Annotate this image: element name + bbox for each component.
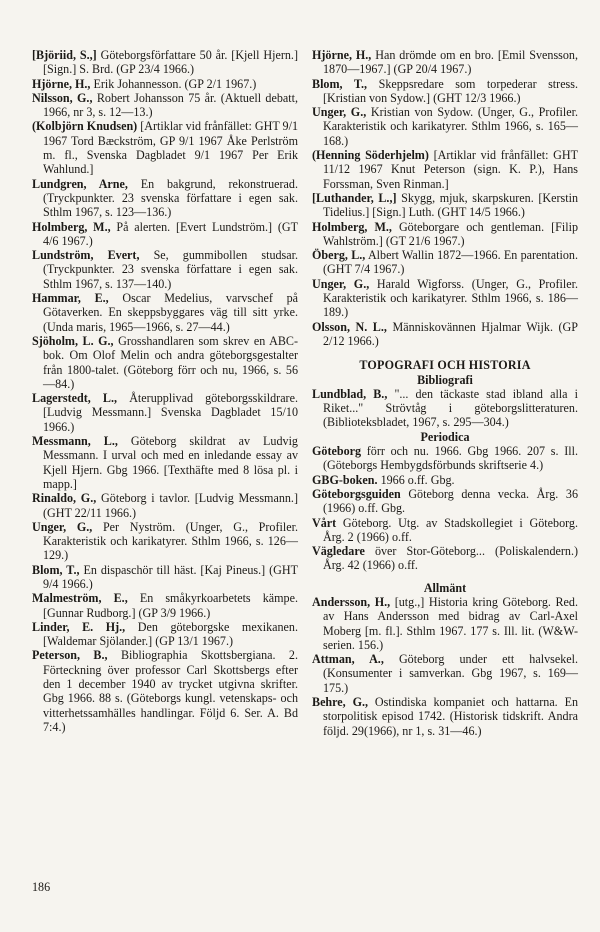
- entry-author: Lundblad, B.,: [312, 386, 388, 401]
- bib-entry: [32, 563, 298, 592]
- entry-author: Peterson, B.,: [32, 648, 108, 663]
- entry-text: Harald Wigforss. (Unger, G., Profiler. Karakteristik och karikatyrer. Sthlm 1966, s. 186—189.): [323, 276, 578, 320]
- entry-author: Göteborgsguiden: [312, 486, 401, 501]
- entry-author: Hjörne, H.,: [312, 48, 372, 62]
- entry-text: Albert Wallin 1872—1966. En parentation. (GHT 7/4 1967.): [323, 248, 578, 277]
- entry-text: Människovännen Hjalmar Wijk. (GP 2/12 1966.): [323, 319, 578, 348]
- entry-author: Lundgren, Arne,: [32, 176, 128, 191]
- entry-author: Vägledare: [312, 544, 365, 559]
- bib-entry: [312, 248, 578, 277]
- entry-author: Behre, G.,: [312, 695, 369, 710]
- entry-author: Vårt: [312, 515, 337, 530]
- entry-text: En bakgrund, rekonstruerad. (Tryckpunkter. 23 svenska författare i egen sak. Sthlm 1967, s. 123—136.): [43, 176, 298, 220]
- entry-text: "... den täckaste stad ibland alla i Riket..." Strövtåg i göteborgslitteraturen. (Biblioteksbladet, 1967, s. 295—304.): [323, 386, 578, 430]
- entry-author: Unger, G.,: [32, 519, 93, 534]
- entry-author: Lagerstedt, L.,: [32, 391, 118, 406]
- entry-text: Skeppsredare som torpederar stress. [Kristian von Sydow.] (GHT 12/3 1966.): [323, 76, 578, 105]
- bib-entry: [32, 177, 298, 220]
- entry-author: Olsson, N. L.,: [312, 319, 387, 334]
- right-column: [312, 48, 578, 738]
- entry-author: Malmeström, E.,: [32, 591, 128, 606]
- entry-text: Bibliographia Skottsbergiana. 2. Förteckning över professor Carl Skottsbergs efter den 1 december 1940 av trycket utgivna skrifter. Gbg 1966. 88 s. (Göteborgs kungl. vetenskaps- och vitterhetssamhälles handlingar. Följd 6. Ser. A. Bd 7:4.): [43, 648, 298, 734]
- left-column: [32, 48, 298, 734]
- bib-entry: [312, 77, 578, 106]
- entry-author: Rinaldo, G.,: [32, 491, 97, 506]
- entry-author: Holmberg, M.,: [312, 219, 392, 234]
- entry-text: 1966 o.ff. Gbg.: [380, 472, 455, 487]
- bib-entry: [312, 48, 578, 77]
- bib-entry: [32, 591, 298, 620]
- bib-entry: [312, 595, 578, 652]
- entry-text: Kristian von Sydow. (Unger, G., Profiler. Karakteristik och karikatyrer. Sthlm 1966, s. 165—168.): [323, 105, 578, 148]
- bib-entry: [312, 487, 578, 516]
- entry-text: Se, gummibollen studsar. (Tryckpunkter. 23 svenska författare i egen sak. Sthlm 1967, s. 137—140.): [43, 248, 298, 291]
- entry-text: Oscar Medelius, varvschef på Götaverken. En skeppsbyggares väg till sitt yrke. (Unda maris, 1965—1966, s. 27—44.): [43, 291, 298, 334]
- bib-entry: [312, 105, 578, 148]
- bib-entry: [32, 491, 298, 520]
- entry-author: Lundström, Evert,: [32, 248, 140, 263]
- bib-entry: [312, 652, 578, 695]
- bib-entry: [312, 544, 578, 573]
- bib-entry: [32, 220, 298, 249]
- entry-author: Andersson, H.,: [312, 594, 391, 609]
- subsection-allmant: Allmänt: [423, 580, 467, 595]
- entry-author: [Björiid, S.,]: [32, 48, 97, 62]
- page-number: 186: [32, 880, 51, 894]
- entry-text: Den göteborgske mexikanen. [Waldemar Sjölander.] (GP 13/1 1967.): [43, 619, 298, 649]
- entry-text: Skygg, mjuk, skarpskuren. [Kerstin Tidelius.] [Sign.] Luth. (GHT 14/5 1966.): [323, 190, 579, 220]
- section-title: TOPOGRAFI OCH HISTORIA: [359, 358, 531, 373]
- bib-entry: [312, 320, 578, 349]
- bib-entry: [32, 248, 298, 291]
- entry-text: Han drömde om en bro. [Emil Svensson, 1870—1967.] (GP 20/4 1967.): [323, 48, 578, 77]
- bib-entry: [312, 277, 578, 320]
- entry-text: Göteborg under ett halvsekel. (Konsumenter i samverkan. Gbg 1967, s. 169—175.): [323, 652, 578, 695]
- bib-entry: [32, 119, 298, 176]
- entry-author: Göteborg: [312, 444, 362, 459]
- bib-entry: [32, 520, 298, 563]
- entry-text: Göteborg denna vecka. Årg. 36 (1966) o.ff. Gbg.: [323, 486, 578, 516]
- entry-author: GBG-boken.: [312, 472, 378, 487]
- bib-entry: [312, 516, 578, 545]
- entry-author: [Luthander, L.,]: [312, 190, 397, 205]
- bib-entry: [32, 391, 298, 434]
- bib-entry: [32, 434, 298, 491]
- entry-text: Göteborg skildrat av Ludvig Messmann. I urval och med en inledande essay av Kjell Hjern. Gbg 1966. [Texthäfte med 8 lösa pl. i mapp.]: [43, 434, 298, 491]
- bib-entry: [312, 473, 578, 487]
- entry-author: (Kolbjörn Knudsen): [32, 119, 138, 134]
- entry-author: (Henning Söderhjelm): [312, 148, 429, 163]
- entry-text: En småkyrkoarbetets kämpe. [Gunnar Rudborg.] (GP 3/9 1966.): [43, 591, 298, 620]
- subsection-bibliografi: Bibliografi: [417, 372, 473, 387]
- entry-author: Hjörne, H.,: [32, 76, 91, 91]
- entry-author: Attman, A.,: [312, 652, 384, 667]
- bib-entry: [32, 77, 298, 91]
- subsection-periodica: Periodica: [420, 429, 470, 444]
- entry-author: Unger, G.,: [312, 105, 367, 120]
- entry-text: Göteborg i tavlor. [Ludvig Messmann.] (GHT 22/11 1966.): [43, 491, 298, 520]
- bib-entry: [312, 695, 578, 738]
- entry-text: Återupplivad göteborgsskildrare. [Ludvig Messmann.] Svenska Dagbladet 15/10 1966.): [43, 391, 298, 434]
- bib-entry: [32, 334, 298, 391]
- bib-entry: [312, 148, 578, 191]
- entry-text: Grosshandlaren som skrev en ABC-bok. Om Olof Melin och andra göteborgsgestalter från 1800-talet. (Göteborg förr och nu, 1966, s. 56—84.): [43, 333, 298, 391]
- entry-text: [utg.,] Historia kring Göteborg. Red. av Hans Andersson med bidrag av Carl-Axel Moberg [m. fl.]. Sthlm 1967. 177 s. Ill. lit. (W&W-serien. 156.): [323, 594, 578, 652]
- entry-text: [Artiklar vid frånfället: GHT 9/1 1967 Tord Bæckström, GP 9/1 1967 Åke Perlström m. fl., Svenska Dagbladet 9/1 1967 Per Erik Wahlund.]: [43, 119, 299, 177]
- bib-entry: [32, 648, 298, 734]
- entry-text: Göteborgsförfattare 50 år. [Kjell Hjern.] [Sign.] S. Brd. (GP 23/4 1966.): [43, 48, 298, 77]
- entry-text: Ostindiska kompaniet och hattarna. En storpolitisk episod 1742. (Historisk tidskrift. Andra följd. 29(1966), nr 1, s. 31—46.): [323, 695, 579, 738]
- entry-author: Messmann, L.,: [32, 434, 118, 449]
- entry-text: Per Nyström. (Unger, G., Profiler. Karakteristik och karikatyrer. Sthlm 1966, s. 126—129.): [43, 519, 298, 563]
- entry-author: Unger, G.,: [312, 276, 370, 291]
- entry-text: [Artiklar vid frånfället: GHT 11/12 1967 Knut Peterson (sign. K. P.), Hans Forssman, Sven Rinman.]: [323, 148, 578, 191]
- bib-entry: [32, 48, 298, 77]
- entry-author: Linder, E. Hj.,: [32, 619, 126, 634]
- bib-entry: [32, 620, 298, 649]
- entry-text: På alerten. [Evert Lundström.] (GT 4/6 1967.): [43, 219, 298, 248]
- entry-text: över Stor-Göteborg... (Poliskalendern.) Årg. 42 (1966) o.ff.: [323, 544, 578, 573]
- bib-entry: [312, 387, 578, 430]
- bib-entry: [312, 191, 578, 220]
- bib-entry: [32, 291, 298, 334]
- entry-author: Blom, T.,: [312, 76, 368, 91]
- entry-text: Robert Johansson 75 år. (Aktuell debatt, 1966, nr 3, s. 12—13.): [43, 90, 298, 120]
- entry-text: Erik Johannesson. (GP 2/1 1967.): [93, 76, 257, 91]
- entry-text: Göteborg. Utg. av Stadskollegiet i Göteborg. Årg. 2 (1966) o.ff.: [323, 515, 578, 544]
- bib-entry: [32, 91, 298, 120]
- entry-author: Sjöholm, L. G.,: [32, 333, 114, 348]
- entry-text: förr och nu. 1966. Gbg 1966. 207 s. Ill. (Göteborgs Hembygdsförbunds skriftserie 4.): [323, 444, 578, 473]
- bib-entry: [312, 220, 578, 249]
- entry-text: Göteborgare och gentleman. [Filip Wahlström.] (GT 21/6 1967.): [323, 219, 578, 248]
- bib-entry: [312, 444, 578, 473]
- entry-author: Blom, T.,: [32, 562, 80, 577]
- entry-author: Holmberg, M.,: [32, 219, 111, 234]
- entry-author: Hammar, E.,: [32, 291, 109, 306]
- entry-text: En dispaschör till häst. [Kaj Pineus.] (GHT 9/4 1966.): [43, 562, 299, 591]
- entry-author: Nilsson, G.,: [32, 90, 93, 105]
- entry-author: Öberg, L.,: [312, 248, 366, 263]
